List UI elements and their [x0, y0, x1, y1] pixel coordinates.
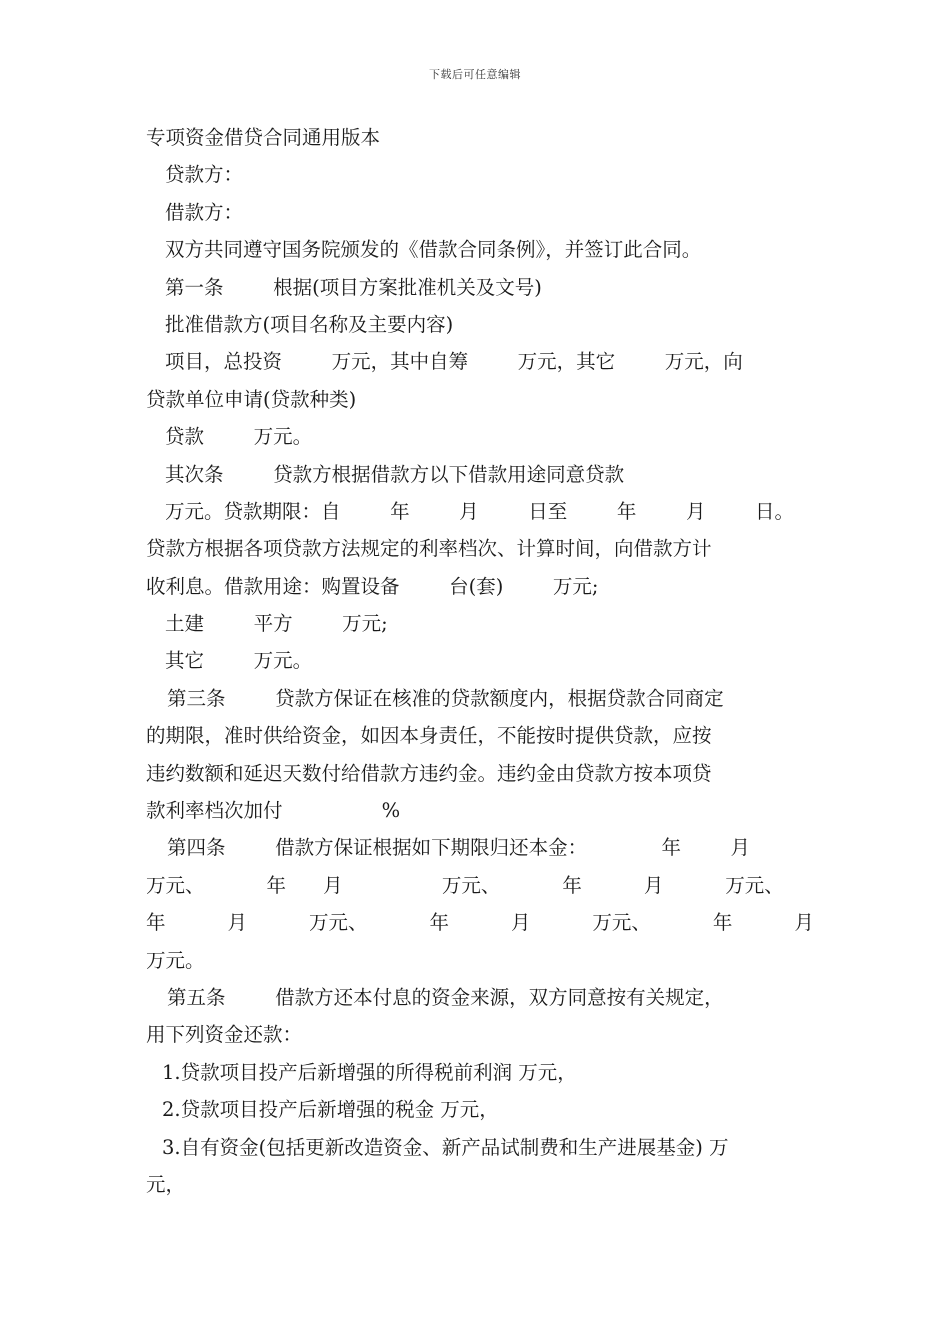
- article-4-line: 第四条 借款方保证根据如下期限归还本金： 年 月: [167, 836, 751, 860]
- paragraph-line: 其它 万元。: [165, 649, 313, 673]
- article-1-line: 第一条 根据(项目方案批准机关及文号): [165, 275, 542, 299]
- article-2-line: 其次条 贷款方根据借款方以下借款用途同意贷款: [165, 462, 625, 486]
- paragraph-line: 万元、 年 月 万元、 年 月 万元、: [146, 873, 784, 897]
- paragraph-line: 贷款单位申请(贷款种类): [146, 387, 357, 411]
- paragraph-line: 项目，总投资 万元，其中自筹 万元，其它 万元，向: [165, 350, 743, 374]
- list-item: 1.贷款项目投产后新增强的所得税前利润 万元，: [162, 1060, 577, 1084]
- preamble-line: 双方共同遵守国务院颁发的《借款合同条例》，并签订此合同。: [165, 238, 702, 262]
- paragraph-line: 土建 平方 万元;: [165, 612, 388, 636]
- paragraph-line: 年 月 万元、 年 月 万元、 年 月: [146, 911, 814, 935]
- list-item: 2.贷款项目投产后新增强的税金 万元，: [162, 1098, 499, 1122]
- paragraph-line: 用下列资金还款：: [146, 1023, 303, 1047]
- paragraph-line: 万元。: [146, 948, 205, 972]
- paragraph-line: 批准借款方(项目名称及主要内容): [165, 312, 454, 336]
- lender-line: 贷款方：: [165, 163, 244, 187]
- article-5-line: 第五条 借款方还本付息的资金来源，双方同意按有关规定，: [167, 985, 724, 1009]
- paragraph-line: 贷款 万元。: [165, 425, 313, 449]
- borrower-line: 借款方：: [165, 200, 244, 224]
- paragraph-line: 收利息。借款用途：购置设备 台(套) 万元;: [146, 574, 599, 598]
- paragraph-line: 万元。贷款期限：自 年 月 日至 年 月 日。: [165, 499, 795, 523]
- page-header: 下载后可任意编辑: [429, 68, 521, 81]
- paragraph-line: 违约数额和延迟天数付给借款方违约金。违约金由贷款方按本项贷: [146, 761, 712, 785]
- paragraph-line: 的期限，准时供给资金，如因本身责任，不能按时提供贷款，应按: [146, 724, 712, 748]
- article-3-line: 第三条 贷款方保证在核准的贷款额度内，根据贷款合同商定: [167, 686, 724, 710]
- list-item: 3.自有资金(包括更新改造资金、新产品试制费和生产进展基金) 万: [162, 1135, 729, 1159]
- document-title: 专项资金借贷合同通用版本: [146, 126, 381, 149]
- paragraph-line: 贷款方根据各项贷款方法规定的利率档次、计算时间，向借款方计: [146, 537, 712, 561]
- document-body: [146, 119, 818, 1203]
- paragraph-line: 款利率档次加付 %: [146, 799, 401, 823]
- paragraph-line: 元，: [146, 1172, 186, 1196]
